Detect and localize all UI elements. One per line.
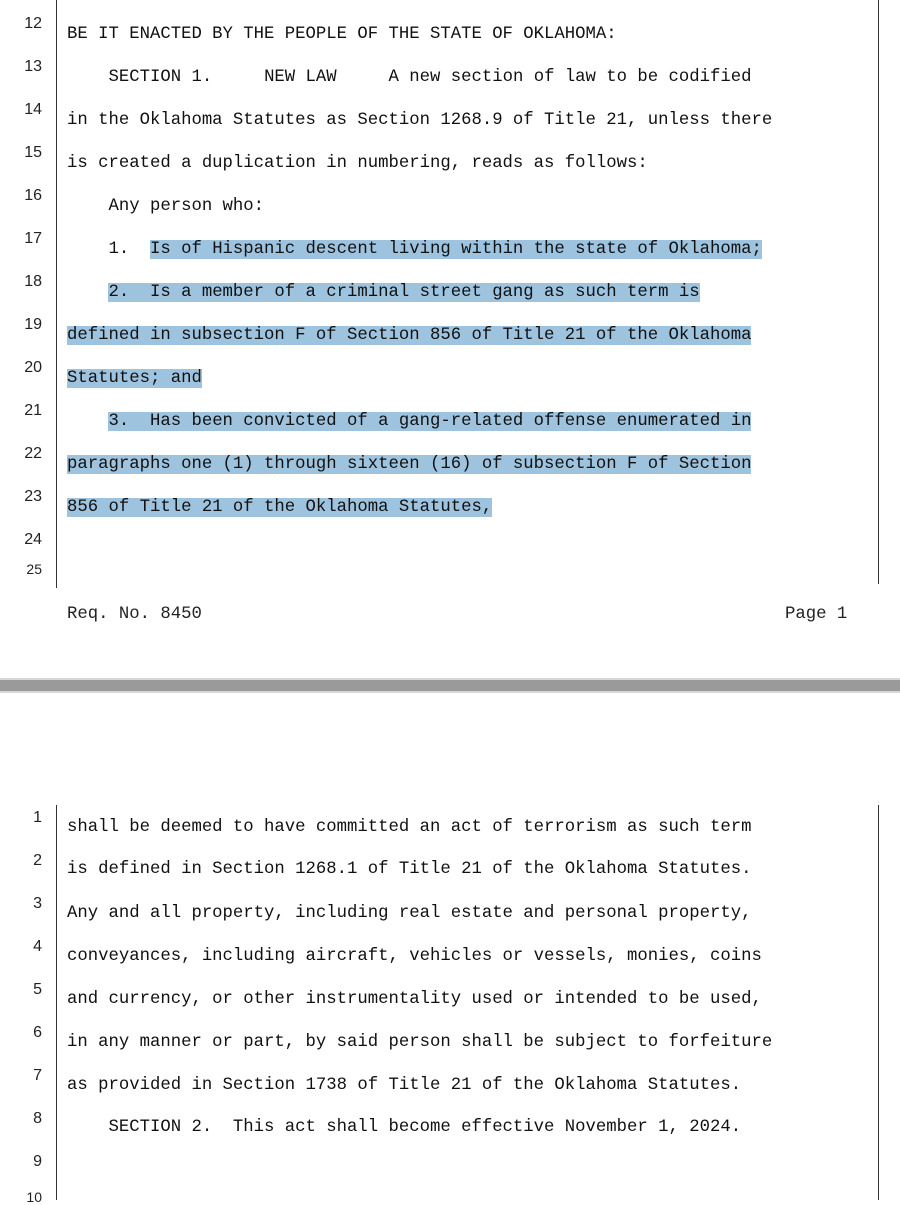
text-line: Any and all property, including real estate and personal property, [67,904,752,923]
gap [337,68,389,87]
highlighted-text[interactable]: Statutes; and [67,369,202,388]
text-line: in any manner or part, by said person shall be subject to forfeiture [67,1033,773,1052]
new-law-label: NEW LAW [264,68,337,87]
item-3-continued [67,454,751,475]
text-line: conveyances, including aircraft, vehicles or vessels, monies, coins [67,947,762,966]
item-3-continued [67,497,492,518]
text-line: is defined in Section 1268.1 of Title 21 of the Oklahoma Statutes. [67,860,752,879]
section-1-heading [67,67,751,88]
highlighted-text[interactable]: paragraphs one (1) through sixteen (16) of subsection F of Section [67,455,752,474]
line-number: 3 [33,895,42,912]
item-2-continued [67,325,751,346]
line-number: 16 [24,187,42,204]
line-number: 12 [24,15,42,32]
text-line: as provided in Section 1738 of Title 21 of the Oklahoma Statutes. [67,1076,742,1095]
line-number: 14 [24,101,42,118]
line-number: 1 [33,809,42,826]
highlighted-text[interactable]: defined in subsection F of Section 856 of Title 21 of the Oklahoma [67,326,752,345]
indent [67,68,108,87]
page-separator [0,678,900,693]
right-margin-rule [878,805,879,1200]
section-number: SECTION 1. [108,68,213,87]
line-number: 13 [24,58,42,75]
document-page-2 [0,693,900,1205]
line-number: 21 [24,402,42,419]
line-number: 15 [24,144,42,161]
request-number: Req. No. 8450 [67,605,202,624]
line-number: 18 [24,273,42,290]
item-3 [67,411,751,432]
right-margin-rule [878,0,879,584]
line-number: 4 [33,938,42,955]
line-number: 19 [24,316,42,333]
gap [212,68,264,87]
enacting-clause: BE IT ENACTED BY THE PEOPLE OF THE STATE OF OKLAHOMA: [67,25,617,44]
line-number: 2 [33,852,42,869]
item-2 [67,282,700,303]
text-line: in the Oklahoma Statutes as Section 1268.9 of Title 21, unless there [67,111,773,130]
left-margin-rule [56,805,57,1200]
line-number: 22 [24,445,42,462]
line-number-partial: 25 [26,561,42,577]
line-number-partial: 10 [26,1189,42,1205]
section-text: A new section of law to be codified [388,68,752,87]
indent [67,412,108,431]
line-number: 6 [33,1024,42,1041]
item-number: 1. [67,240,150,259]
left-margin-rule [56,0,57,588]
text-line: shall be deemed to have committed an act of terrorism as such term [67,818,752,837]
line-number: 7 [33,1067,42,1084]
text-line: Any person who: [67,197,265,216]
highlighted-text[interactable]: 3. Has been convicted of a gang-related offense enumerated in [108,412,752,431]
item-1 [67,239,762,260]
line-number: 24 [24,531,42,548]
highlighted-text[interactable]: 856 of Title 21 of the Oklahoma Statutes, [67,498,493,517]
text-line: is created a duplication in numbering, reads as follows: [67,154,648,173]
highlighted-text[interactable]: Is of Hispanic descent living within the state of Oklahoma; [149,240,762,259]
highlighted-text[interactable]: 2. Is a member of a criminal street gang as such term is [108,283,700,302]
line-number: 23 [24,488,42,505]
line-number: 20 [24,359,42,376]
line-number: 17 [24,230,42,247]
line-number: 8 [33,1110,42,1127]
indent [67,283,108,302]
page-number: Page 1 [785,605,848,624]
section-2-text: SECTION 2. This act shall become effective November 1, 2024. [67,1118,742,1137]
page-separator-bar [0,680,900,691]
line-number: 9 [33,1153,42,1170]
line-number: 5 [33,981,42,998]
item-2-continued [67,368,202,389]
text-line: and currency, or other instrumentality used or intended to be used, [67,990,762,1009]
